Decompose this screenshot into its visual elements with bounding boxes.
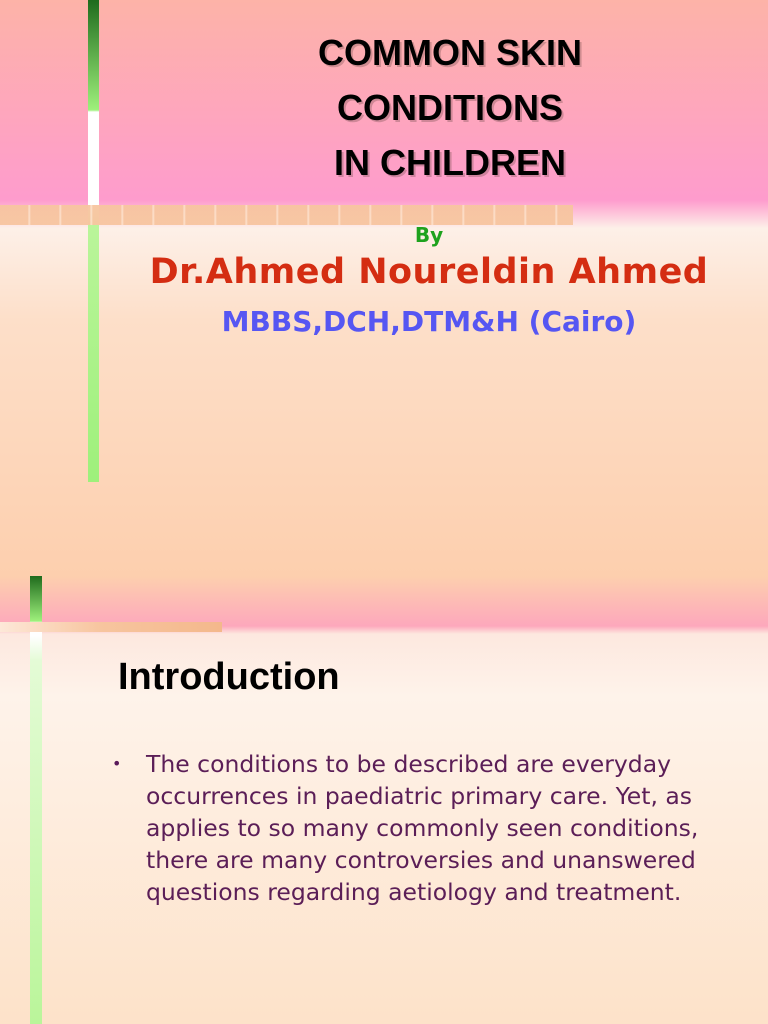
introduction-slide: [0, 576, 768, 1024]
author-credentials: MBBS,DCH,DTM&H (Cairo): [221, 305, 637, 338]
author-name: Dr.Ahmed Noureldin Ahmed: [149, 252, 709, 292]
horizontal-accent-bar: [0, 205, 573, 225]
slide-heading: Introduction: [118, 656, 340, 698]
vertical-accent-bar: [30, 576, 42, 1024]
slide-title: [100, 25, 768, 190]
bullet-icon: •: [112, 754, 122, 773]
bullet-item: [112, 748, 752, 908]
by-label: By: [414, 223, 444, 247]
title-line-2: CONDITIONS: [336, 87, 563, 128]
title-line-1: COMMON SKIN: [318, 32, 582, 73]
horizontal-accent-bar: [0, 622, 222, 632]
title-line-3: IN CHILDREN: [334, 142, 566, 183]
bullet-text: The conditions to be described are everyday occurrences in paediatric primary care. Yet, as applies to so many commonly seen conditions, there are many controversies and unanswered questions regarding aetiology and treatment.: [146, 750, 699, 906]
